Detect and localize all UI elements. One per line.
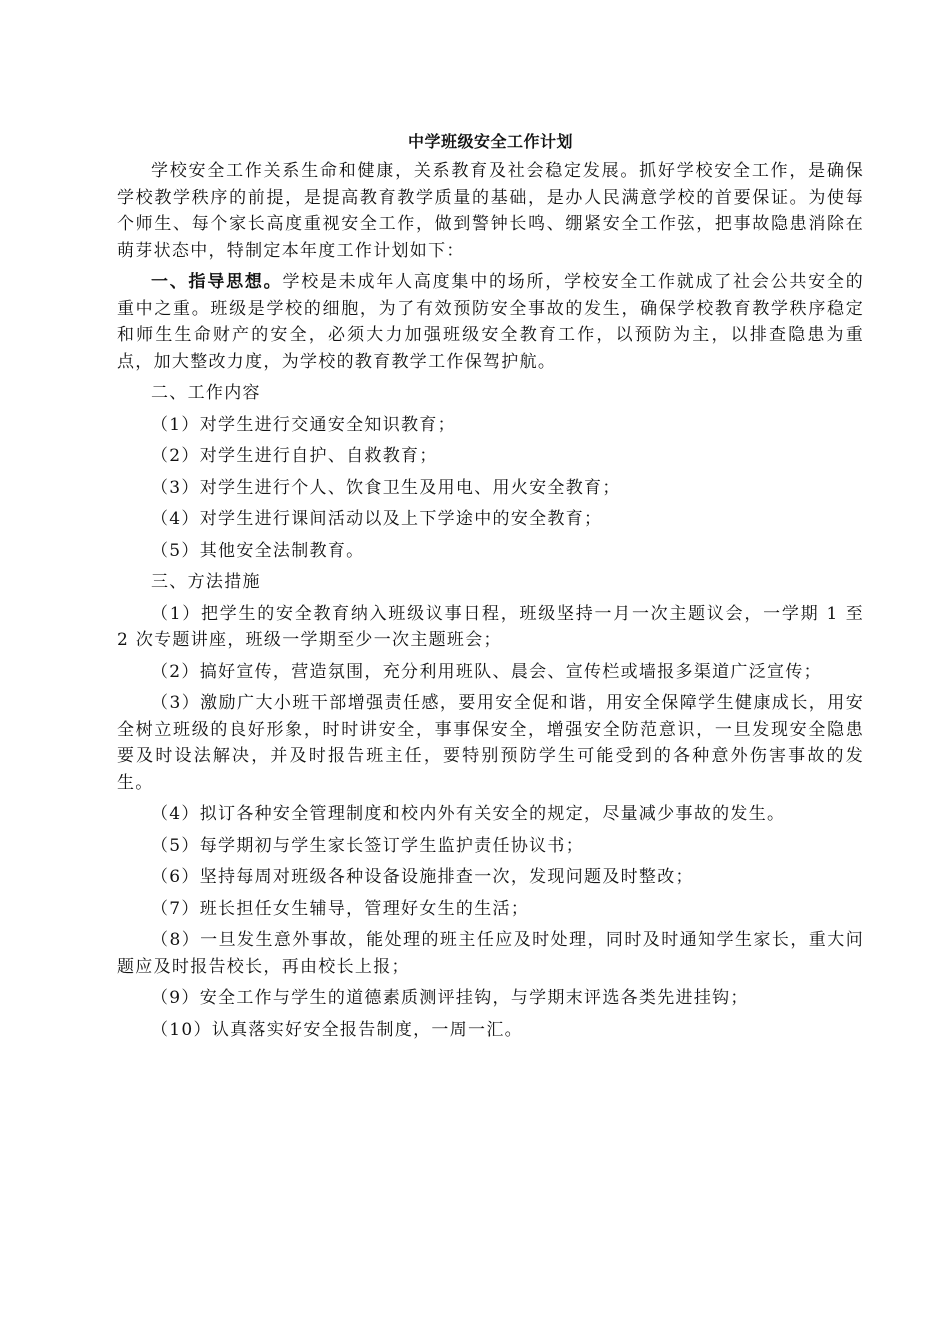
document-page bbox=[117, 128, 864, 1043]
list-item: （5）每学期初与学生家长签订学生监护责任协议书； bbox=[151, 835, 585, 856]
list-item: （3）激励广大小班干部增强责任感，要用安全促和谐，用安全保障学生健康成长，用安全树立班级的良好形象，时时讲安全，事事保安全，增强安全防范意识，一旦发现安全隐患要及时设法解决，并及时报告班主任，要特别预防学生可能受到的各种意外伤害事故的发生。 bbox=[117, 693, 864, 793]
intro-paragraph: 学校安全工作关系生命和健康，关系教育及社会稳定发展。抓好学校安全工作，是确保学校教学秩序的前提，是提高教育教学质量的基础，是办人民满意学校的首要保证。为使每个师生、每个家长高度重视安全工作，做到警钟长鸣、绷紧安全工作弦，把事故隐患消除在萌芽状态中，特制定本年度工作计划如下： bbox=[117, 161, 864, 261]
list-item: （9）安全工作与学生的道德素质测评挂钩，与学期末评选各类先进挂钩； bbox=[151, 988, 749, 1008]
list-item: （4）对学生进行课间活动以及上下学途中的安全教育； bbox=[151, 509, 603, 529]
list-item: （6）坚持每周对班级各种设备设施排查一次，发现问题及时整改； bbox=[151, 867, 694, 887]
list-item: （4）拟订各种安全管理制度和校内外有关安全的规定，尽量减少事故的发生。 bbox=[151, 804, 786, 824]
list-item: （3）对学生进行个人、饮食卫生及用电、用火安全教育； bbox=[151, 477, 621, 498]
document-title: 中学班级安全工作计划 bbox=[407, 132, 573, 151]
list-item: （7）班长担任女生辅导，管理好女生的生活； bbox=[151, 898, 530, 919]
section-1-body: 学校是未成年人高度集中的场所，学校安全工作就成了社会公共安全的重中之重。班级是学校的细胞，为了有效预防安全事故的发生，确保学校教育教学秩序稳定和师生生命财产的安全，必须大力加强班级安全教育工作，以预防为主，以排查隐患为重点，加大整改力度，为学校的教育教学工作保驾护航。 bbox=[117, 272, 864, 372]
section-1-heading: 一、指导思想。 bbox=[151, 272, 283, 292]
list-item: （1）对学生进行交通安全知识教育； bbox=[151, 414, 456, 435]
section-guiding-ideology bbox=[117, 269, 864, 375]
section-3-heading: 三、方法措施 bbox=[151, 572, 261, 592]
list-item: （5）其他安全法制教育。 bbox=[151, 540, 365, 561]
list-item: （2）对学生进行自护、自救教育； bbox=[151, 446, 438, 466]
list-item: （1）把学生的安全教育纳入班级议事日程，班级坚持一月一次主题议会，一学期 1 至 2 次专题讲座，班级一学期至少一次主题班会； bbox=[117, 603, 864, 650]
list-item: （10）认真落实好安全报告制度，一周一汇。 bbox=[151, 1019, 523, 1040]
list-item: （8）一旦发生意外事故，能处理的班主任应及时处理，同时及时通知学生家长，重大问题应及时报告校长，再由校长上报； bbox=[117, 930, 864, 977]
list-item: （2）搞好宣传，营造氛围，充分利用班队、晨会、宣传栏或墙报多渠道广泛宣传； bbox=[151, 661, 822, 682]
section-2-heading: 二、工作内容 bbox=[151, 383, 261, 403]
